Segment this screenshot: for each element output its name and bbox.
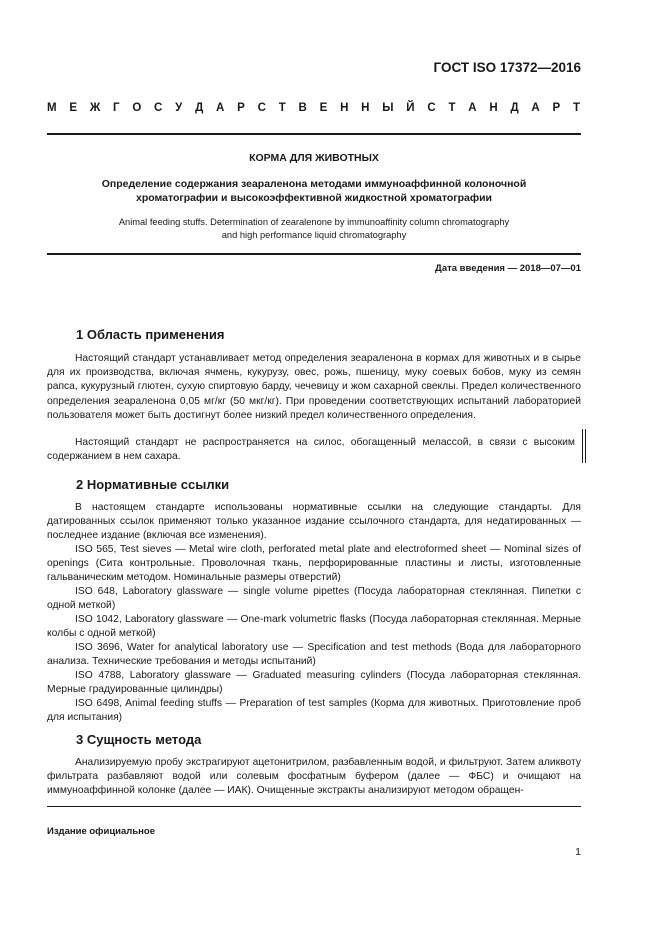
- reference-item: ISO 4788, Laboratory glassware — Graduated measuring cylinders (Посуда лабораторная стеклянная. Мерные градуированные цилиндры): [47, 670, 581, 696]
- english-title-line-2: and high performance liquid chromatography: [221, 230, 407, 240]
- section-3-paragraph-1: Анализируемую пробу экстрагируют ацетонитрилом, разбавленным водой, и фильтруют. Затем аликвоту фильтрата разбавляют водой или солевым фосфатным буфером (далее — ФБС) и очищают на иммуноаффинной колонке (далее — ИАК). Очищенные экстракты анализируют методом обращен-: [47, 757, 581, 797]
- subtitle-line-2: хроматографии и высокоэффективной жидкостной хроматографии: [135, 192, 492, 204]
- section-2-paragraph-1: В настоящем стандарте использованы нормативные ссылки на следующие стандарты. Для датированных ссылок применяют только указанное издание ссылочного стандарта, для недатированных — последнее издание (включая все изменения).: [47, 502, 581, 542]
- introduction-date: Дата введения — 2018—07—01: [435, 263, 581, 274]
- official-edition-label: Издание официальное: [47, 826, 155, 837]
- document-subtitle: [47, 177, 581, 205]
- section-1-paragraph-1: Настоящий стандарт устанавливает метод определения зеараленона в кормах для животных и в сырье для их производства, включая ячмень, кукурузу, овес, рожь, пшеницу, муку соевых бобов, муку из семян рапса, кукурузный глютен, сухую спиртовую барду, чечевицу и жом сахарной свеклы. Предел количественного определения зеараленона 0,05 мг/кг (50 мкг/кг). При проведении соответствующих испытаний лабораторией пользователя может быть достигнут более низкий предел количественного определения.: [47, 353, 581, 421]
- reference-item: ISO 648, Laboratory glassware — single volume pipettes (Посуда лабораторная стеклянная. Пипетки с одной меткой): [47, 586, 581, 612]
- reference-item: ISO 1042, Laboratory glassware — One-mark volumetric flasks (Посуда лабораторная стеклянная. Мерные колбы с одной меткой): [47, 614, 581, 640]
- reference-item: ISO 3696, Water for analytical laboratory use — Specification and test methods (Вода для лабораторного анализа. Технические требования и методы испытаний): [47, 642, 581, 668]
- standard-id: ГОСТ ISO 17372—2016: [433, 60, 581, 75]
- title-rule: [47, 253, 581, 255]
- document-title: КОРМА ДЛЯ ЖИВОТНЫХ: [249, 152, 379, 164]
- page-number: 1: [575, 846, 581, 858]
- reference-item: ISO 565, Test sieves — Metal wire cloth, perforated metal plate and electroformed sheet — Nominal sizes of openings (Сита контрольные. Проволочная ткань, перфорированные пластины и листы, изготовленные гальваническим методом. Номинальные размеры отверстий): [47, 544, 581, 584]
- subtitle-line-1: Определение содержания зеараленона методами иммуноаффинной колоночной: [101, 178, 527, 190]
- change-bar: [582, 429, 583, 463]
- english-title: [47, 216, 581, 242]
- header-rule: [47, 133, 581, 135]
- section-1-heading: 1 Область применения: [76, 327, 225, 342]
- reference-item: ISO 6498, Animal feeding stuffs — Preparation of test samples (Корма для животных. Приготовление проб для испытания): [47, 698, 581, 724]
- change-bar: [585, 429, 586, 463]
- english-title-line-1: Animal feeding stuffs. Determination of zearalenone by immunoaffinity column chromatography: [118, 217, 510, 227]
- interstate-standard-banner: [47, 102, 581, 114]
- section-2-heading: 2 Нормативные ссылки: [76, 477, 230, 492]
- footer-rule: [47, 806, 581, 807]
- interstate-standard-text: М Е Ж Г О С У Д А Р С Т В Е Н Н Ы Й С Т А Н Д А Р Т: [47, 102, 581, 114]
- section-3-heading: 3 Сущность метода: [76, 732, 202, 747]
- section-1-paragraph-2: Настоящий стандарт не распространяется на силос, обогащенный мелассой, в связи с высоким содержанием в нем сахара.: [47, 437, 575, 463]
